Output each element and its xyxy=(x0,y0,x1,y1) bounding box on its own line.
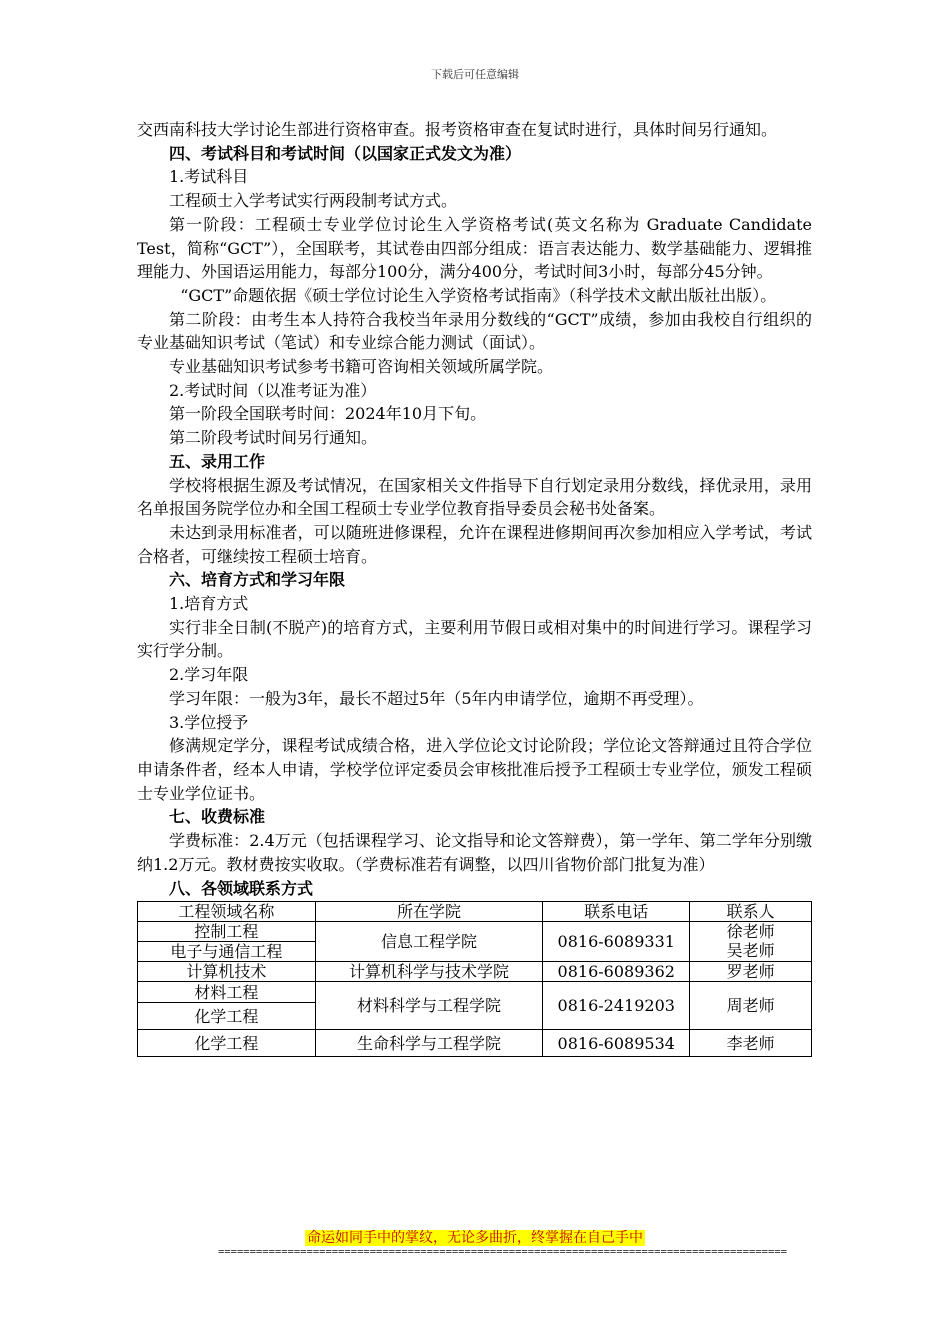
paragraph: 专业基础知识考试参考书籍可咨询相关领域所属学院。 xyxy=(169,357,554,377)
footer-banner xyxy=(0,1227,950,1247)
contact-table xyxy=(137,901,812,1057)
college-cell: 计算机科学与技术学院 xyxy=(315,962,543,982)
paragraph: 交西南科技大学讨论生部进行资格审查。报考资格审查在复试时进行，具体时间另行通知。 xyxy=(137,120,778,139)
footer-divider: ========================================================================================== xyxy=(218,1246,787,1258)
phone-cell: 0816-6089534 xyxy=(543,1030,690,1057)
subheading: 2.学习年限 xyxy=(169,665,249,685)
field-cell: 电子与通信工程 xyxy=(138,942,316,962)
field-cell: 化学工程 xyxy=(138,1003,316,1030)
phone-cell: 0816-6089362 xyxy=(543,962,690,982)
column-header: 工程领域名称 xyxy=(138,902,316,922)
paragraph: 学校将根据生源及考试情况，在国家相关文件指导下自行划定录用分数线，择优录用，录用名单报国务院学位办和全国工程硕士专业学位教育指导委员会秘书处备案。 xyxy=(137,475,812,519)
phone-cell: 0816-2419203 xyxy=(543,982,690,1030)
contact-name: 吴老师 xyxy=(726,940,775,960)
section-heading: 八、各领域联系方式 xyxy=(169,878,314,898)
table-row xyxy=(138,1030,812,1057)
contact-cell xyxy=(690,922,812,962)
table-row xyxy=(138,922,812,942)
college-cell: 生命科学与工程学院 xyxy=(315,1030,543,1057)
section-heading: 七、收费标准 xyxy=(169,807,266,827)
field-cell: 材料工程 xyxy=(138,982,316,1003)
field-cell: 化学工程 xyxy=(138,1030,316,1057)
field-cell: 计算机技术 xyxy=(138,962,316,982)
section-heading: 六、培育方式和学习年限 xyxy=(169,570,346,590)
paragraph: 工程硕士入学考试实行两段制考试方式。 xyxy=(169,191,458,211)
paragraph: 学习年限：一般为3年，最长不超过5年（5年内申请学位，逾期不再受理）。 xyxy=(169,688,704,708)
field-cell: 控制工程 xyxy=(138,922,316,942)
table-row xyxy=(138,962,812,982)
paragraph: 第一阶段全国联考时间：2024年10月下旬。 xyxy=(169,404,487,424)
contact-name: 徐老师 xyxy=(726,922,775,942)
paragraph: 第二阶段考试时间另行通知。 xyxy=(169,428,378,448)
paragraph: 修满规定学分，课程考试成绩合格，进入学位论文讨论阶段；学位论文答辩通过且符合学位申请条件者，经本人申请，学校学位评定委员会审核批准后授予工程硕士专业学位，颁发工程硕士专业学位证书。 xyxy=(137,736,812,803)
college-cell: 信息工程学院 xyxy=(315,922,543,962)
column-header: 所在学院 xyxy=(315,902,543,922)
paragraph: 未达到录用标准者，可以随班进修课程，允许在课程进修期间再次参加相应入学考试，考试合格者，可继续按工程硕士培育。 xyxy=(137,522,812,566)
document-body xyxy=(137,118,812,1057)
paragraph: 第一阶段：工程硕士专业学位讨论生入学资格考试(英文名称为 Graduate Candidate Test，简称“GCT”），全国联考，其试卷由四部分组成：语言表达能力、数学基础能力、逻辑推理能力、外国语运用能力，每部分100分，满分400分，考试时间3小时，每部分45分钟。 xyxy=(137,214,812,282)
table-row xyxy=(138,982,812,1003)
section-heading: 五、录用工作 xyxy=(169,451,266,471)
contact-cell: 周老师 xyxy=(690,982,812,1030)
paragraph: 第二阶段：由考生本人持符合我校当年录用分数线的“GCT”成绩，参加由我校自行组织的专业基础知识考试（笔试）和专业综合能力测试（面试）。 xyxy=(137,309,812,353)
paragraph: 学费标准：2.4万元（包括课程学习、论文指导和论文答辩费），第一学年、第二学年分别缴纳1.2万元。教材费按实收取。（学费标准若有调整，以四川省物价部门批复为准） xyxy=(137,831,812,874)
paragraph: “GCT”命题依据《硕士学位讨论生入学资格考试指南》（科学技术文献出版社出版）。 xyxy=(180,285,777,305)
column-header: 联系电话 xyxy=(543,902,690,922)
subheading: 3.学位授予 xyxy=(169,712,249,732)
contact-cell: 李老师 xyxy=(690,1030,812,1057)
column-header: 联系人 xyxy=(690,902,812,922)
paragraph: 实行非全日制(不脱产)的培育方式，主要利用节假日或相对集中的时间进行学习。课程学习实行学分制。 xyxy=(137,617,812,661)
section-heading: 四、考试科目和考试时间（以国家正式发文为准） xyxy=(169,143,522,163)
college-cell: 材料科学与工程学院 xyxy=(315,982,543,1030)
table-header-row xyxy=(138,902,812,922)
phone-cell: 0816-6089331 xyxy=(543,922,690,962)
page-header: 下载后可任意编辑 xyxy=(431,68,519,81)
subheading: 2.考试时间（以准考证为准） xyxy=(169,380,377,400)
subheading: 1.培育方式 xyxy=(169,594,249,614)
footer-motto: 命运如同手中的掌纹，无论多曲折，终掌握在自己手中 xyxy=(307,1230,643,1246)
subheading: 1.考试科目 xyxy=(169,167,249,187)
contact-cell: 罗老师 xyxy=(690,962,812,982)
